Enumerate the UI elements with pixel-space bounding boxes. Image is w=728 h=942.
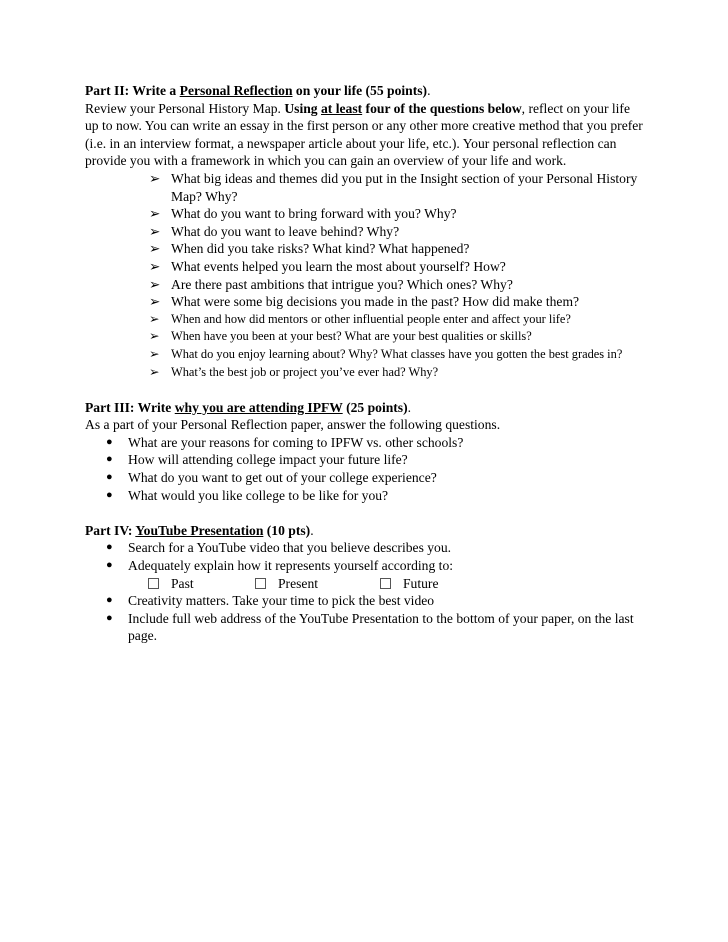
arrow-bullet-icon: ➢: [149, 258, 161, 274]
list-item: ➢ What do you want to bring forward with you? Why?: [149, 206, 457, 222]
dot-bullet-icon: ●: [106, 611, 113, 624]
arrow-bullet-icon: ➢: [149, 346, 160, 361]
arrow-bullet-icon: ➢: [149, 170, 161, 186]
list-item: ➢ What events helped you learn the most about yourself? How?: [149, 258, 506, 274]
dot-bullet-icon: ●: [106, 435, 113, 448]
part4-heading-period: .: [310, 522, 314, 538]
list-item: ➢ What do you want to leave behind? Why?: [149, 223, 400, 239]
list-item: ➢ When have you been at your best? What are your best qualities or skills?: [85, 328, 645, 346]
part3-section: [85, 399, 645, 505]
part2-question-list: [85, 170, 645, 381]
part2-intro-using: Using: [284, 100, 321, 116]
dot-bullet-icon: ●: [106, 541, 113, 554]
list-item: ● What are your reasons for coming to IPFW vs. other schools?: [106, 434, 464, 450]
part3-heading-period: .: [407, 399, 412, 415]
arrow-bullet-icon: ➢: [149, 329, 160, 344]
part3-intro: As a part of your Personal Reflection paper, answer the following questions.: [85, 417, 501, 433]
checkbox-icon: [380, 578, 391, 589]
part2-intro-rest: , reflect on your life up to now. You can write an essay in the first person or any other more creative method that you prefer (i.e. in an interview format, a newspaper article about your life, etc.). Your personal reflection can provide you with a framework in which you can gain an overview of your life and work.: [85, 100, 643, 169]
part4-heading-prefix: Part IV:: [85, 522, 136, 538]
list-item: ➢ What’s the best job or project you’ve ever had? Why?: [85, 364, 645, 382]
arrow-bullet-icon: ➢: [149, 241, 161, 257]
dot-bullet-icon: ●: [106, 559, 113, 572]
part4-item-list: [85, 539, 645, 574]
list-item: ● Creativity matters. Take your time to pick the best video: [106, 593, 435, 609]
part2-heading-points: on your life (55 points): [292, 83, 428, 98]
checkbox-icon: [255, 578, 266, 589]
part3-heading-prefix: Part III: Write: [85, 399, 175, 415]
checkbox-future: Future: [380, 575, 439, 593]
timeframe-checkbox-row: [85, 575, 645, 593]
list-item: ● Adequately explain how it represents yourself according to:: [106, 558, 454, 574]
part3-heading: [85, 399, 645, 417]
list-item: ● How will attending college impact your future life?: [106, 452, 408, 468]
part4-section: [85, 522, 645, 645]
part2-heading: [85, 82, 645, 100]
arrow-bullet-icon: ➢: [149, 294, 161, 310]
part2-intro-at-least: at least: [321, 100, 363, 116]
arrow-bullet-icon: ➢: [149, 364, 160, 379]
checkbox-present: Present: [255, 575, 380, 593]
list-item: ➢ What do you enjoy learning about? Why? What classes have you gotten the best grades in?: [85, 346, 645, 364]
part2-section: [85, 82, 645, 381]
dot-bullet-icon: ●: [106, 488, 113, 501]
part2-heading-underlined: Personal Reflection: [179, 83, 293, 98]
part2-intro-four-questions: four of the questions below: [362, 100, 522, 116]
part2-heading-period: .: [427, 83, 431, 98]
list-item: ➢ When did you take risks? What kind? What happened?: [149, 241, 470, 257]
arrow-bullet-icon: ➢: [149, 311, 160, 326]
dot-bullet-icon: ●: [106, 453, 113, 466]
list-item: ➢ Are there past ambitions that intrigue you? Which ones? Why?: [149, 276, 513, 292]
part2-intro-lead: Review your Personal History Map.: [85, 100, 285, 116]
part2-intro: [85, 100, 645, 170]
list-item: ➢ What were some big decisions you made in the past? How did make them?: [149, 294, 580, 310]
dot-bullet-icon: ●: [106, 471, 113, 484]
list-item: ● Include full web address of the YouTube Presentation to the bottom of your paper, on the last page.: [106, 610, 634, 644]
part4-item-list-continued: [85, 592, 645, 645]
part2-heading-prefix: Part II: Write a: [85, 83, 180, 98]
list-item: ➢ When and how did mentors or other influential people enter and affect your life?: [85, 311, 645, 329]
checkbox-icon: [148, 578, 159, 589]
list-item: ● What do you want to get out of your college experience?: [106, 470, 437, 486]
part4-heading-underlined: YouTube Presentation: [135, 522, 264, 538]
checkbox-past: Past: [148, 575, 255, 593]
part4-heading-points: (10 pts): [263, 522, 311, 538]
arrow-bullet-icon: ➢: [149, 276, 161, 292]
list-item: ● Search for a YouTube video that you believe describes you.: [106, 540, 452, 556]
part3-heading-points: (25 points): [342, 399, 408, 415]
arrow-bullet-icon: ➢: [149, 223, 161, 239]
document-page: [85, 82, 645, 663]
part3-heading-underlined: why you are attending IPFW: [174, 399, 343, 415]
arrow-bullet-icon: ➢: [149, 206, 161, 222]
list-item: ➢ What big ideas and themes did you put in the Insight section of your Personal History Map? Why?: [149, 170, 638, 204]
dot-bullet-icon: ●: [106, 594, 113, 607]
part4-heading: [85, 522, 645, 540]
part3-question-list: [85, 434, 645, 504]
list-item: ● What would you like college to be like for you?: [106, 487, 389, 503]
